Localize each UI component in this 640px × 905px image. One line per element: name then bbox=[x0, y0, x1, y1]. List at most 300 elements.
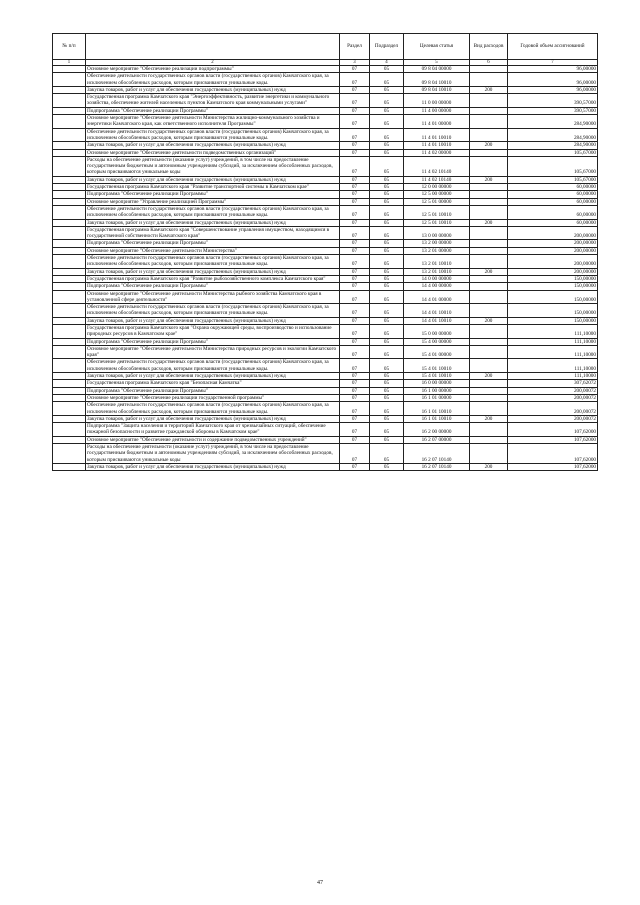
table-row bbox=[53, 283, 598, 290]
row-expense-kind-cell: 200 bbox=[470, 86, 508, 93]
row-section-cell: 07 bbox=[340, 463, 370, 470]
row-number-cell bbox=[53, 402, 86, 416]
row-target-article-cell: 16 2 07 10140 bbox=[404, 463, 470, 470]
row-expense-kind-cell bbox=[470, 304, 508, 318]
row-amount-cell: 111,10000 bbox=[508, 359, 598, 373]
row-number-cell bbox=[53, 380, 86, 387]
row-expense-kind-cell bbox=[470, 338, 508, 345]
column-number: 5 bbox=[404, 60, 470, 66]
row-number-cell bbox=[53, 283, 86, 290]
row-section-cell: 07 bbox=[340, 359, 370, 373]
row-subsection-cell: 05 bbox=[370, 149, 404, 156]
row-amount-cell: 390,57000 bbox=[508, 94, 598, 108]
row-section-cell: 07 bbox=[340, 317, 370, 324]
row-number-cell bbox=[53, 128, 86, 142]
row-number-cell bbox=[53, 73, 86, 87]
row-target-article-cell: 14 4 00 00000 bbox=[404, 283, 470, 290]
row-section-cell: 07 bbox=[340, 247, 370, 254]
table-row bbox=[53, 345, 598, 359]
row-target-article-cell: 14 4 01 10010 bbox=[404, 317, 470, 324]
row-number-cell bbox=[53, 463, 86, 470]
row-amount-cell: 105,67000 bbox=[508, 176, 598, 183]
table-row bbox=[53, 247, 598, 254]
row-number-cell bbox=[53, 198, 86, 205]
row-expense-kind-cell bbox=[470, 184, 508, 191]
row-expense-kind-cell bbox=[470, 156, 508, 176]
row-section-cell: 07 bbox=[340, 283, 370, 290]
row-target-article-cell: 16 2 07 00000 bbox=[404, 436, 470, 443]
row-expense-kind-cell bbox=[470, 436, 508, 443]
table-row bbox=[53, 128, 598, 142]
row-name-cell: Обеспечение деятельности государственных органов власти (государственных органов) Камчатского края, за исключением обособленных расходов, которым присваиваются уникальные коды. bbox=[86, 73, 340, 87]
row-amount-cell: 96,00000 bbox=[508, 73, 598, 87]
row-expense-kind-cell bbox=[470, 324, 508, 338]
row-number-cell bbox=[53, 219, 86, 226]
column-number: 7 bbox=[508, 60, 598, 66]
row-expense-kind-cell bbox=[470, 66, 508, 73]
table-row bbox=[53, 387, 598, 394]
row-amount-cell: 200,00000 bbox=[508, 226, 598, 240]
table-row bbox=[53, 191, 598, 198]
row-target-article-cell: 11 4 01 10010 bbox=[404, 128, 470, 142]
row-target-article-cell: 13 2 01 10010 bbox=[404, 255, 470, 269]
table-row bbox=[53, 359, 598, 373]
row-number-cell bbox=[53, 444, 86, 464]
row-expense-kind-cell bbox=[470, 359, 508, 373]
row-number-cell bbox=[53, 107, 86, 114]
table-row bbox=[53, 317, 598, 324]
row-number-cell bbox=[53, 373, 86, 380]
header-number: № п/п bbox=[53, 34, 86, 60]
row-expense-kind-cell bbox=[470, 107, 508, 114]
row-amount-cell: 60,00000 bbox=[508, 191, 598, 198]
budget-table bbox=[52, 33, 598, 471]
row-subsection-cell: 05 bbox=[370, 463, 404, 470]
row-target-article-cell: 09 8 04 10010 bbox=[404, 73, 470, 87]
row-target-article-cell: 14 0 00 00000 bbox=[404, 275, 470, 282]
row-name-cell: Основное мероприятие "Обеспечение деятельности Министерства" bbox=[86, 247, 340, 254]
column-number: 6 bbox=[470, 60, 508, 66]
row-amount-cell: 111,10000 bbox=[508, 338, 598, 345]
row-section-cell: 07 bbox=[340, 304, 370, 318]
row-target-article-cell: 16 1 01 10010 bbox=[404, 415, 470, 422]
row-subsection-cell: 05 bbox=[370, 373, 404, 380]
row-target-article-cell: 11 4 02 00000 bbox=[404, 149, 470, 156]
row-name-cell: Подпрограмма "Обеспечение реализации Программы" bbox=[86, 191, 340, 198]
row-section-cell: 07 bbox=[340, 345, 370, 359]
row-number-cell bbox=[53, 324, 86, 338]
row-section-cell: 07 bbox=[340, 191, 370, 198]
row-name-cell: Обеспечение деятельности государственных органов власти (государственных органов) Камчатского края, за исключением обособленных расходов, которым присваиваются уникальные коды. bbox=[86, 304, 340, 318]
row-number-cell bbox=[53, 304, 86, 318]
row-amount-cell: 150,00000 bbox=[508, 317, 598, 324]
table-row bbox=[53, 290, 598, 304]
budget-table-container bbox=[52, 33, 597, 471]
row-subsection-cell: 05 bbox=[370, 317, 404, 324]
row-subsection-cell: 05 bbox=[370, 324, 404, 338]
row-target-article-cell: 11 0 00 00000 bbox=[404, 94, 470, 108]
row-target-article-cell: 16 1 00 00000 bbox=[404, 387, 470, 394]
row-section-cell: 07 bbox=[340, 142, 370, 149]
row-target-article-cell: 15 0 00 00000 bbox=[404, 324, 470, 338]
row-name-cell: Основное мероприятие "Обеспечение деятельности подведомственных организаций" bbox=[86, 149, 340, 156]
row-expense-kind-cell bbox=[470, 380, 508, 387]
table-row bbox=[53, 176, 598, 183]
row-subsection-cell: 05 bbox=[370, 205, 404, 219]
table-row bbox=[53, 338, 598, 345]
row-amount-cell: 284,90000 bbox=[508, 142, 598, 149]
row-section-cell: 07 bbox=[340, 275, 370, 282]
table-row bbox=[53, 205, 598, 219]
row-number-cell bbox=[53, 359, 86, 373]
row-number-cell bbox=[53, 268, 86, 275]
row-name-cell: Основное мероприятие "Управление реализацией Программы" bbox=[86, 198, 340, 205]
table-row bbox=[53, 115, 598, 129]
row-section-cell: 07 bbox=[340, 423, 370, 437]
row-subsection-cell: 05 bbox=[370, 444, 404, 464]
row-expense-kind-cell bbox=[470, 444, 508, 464]
row-amount-cell: 105,67000 bbox=[508, 156, 598, 176]
row-amount-cell: 200,00072 bbox=[508, 387, 598, 394]
row-amount-cell: 200,00072 bbox=[508, 415, 598, 422]
row-amount-cell: 60,00000 bbox=[508, 205, 598, 219]
row-target-article-cell: 13 2 01 10010 bbox=[404, 268, 470, 275]
row-name-cell: Подпрограмма "Обеспечение реализации Программы" bbox=[86, 107, 340, 114]
row-target-article-cell: 11 4 02 10140 bbox=[404, 176, 470, 183]
row-name-cell: Государственная программа Камчатского края "Совершенствование управления имуществом, находящимся в государственной собственности Камчатского края" bbox=[86, 226, 340, 240]
table-row bbox=[53, 142, 598, 149]
row-target-article-cell: 12 5 01 10010 bbox=[404, 219, 470, 226]
row-amount-cell: 200,00000 bbox=[508, 255, 598, 269]
row-subsection-cell: 05 bbox=[370, 128, 404, 142]
row-subsection-cell: 05 bbox=[370, 66, 404, 73]
table-row bbox=[53, 436, 598, 443]
row-number-cell bbox=[53, 191, 86, 198]
row-number-cell bbox=[53, 255, 86, 269]
row-number-cell bbox=[53, 423, 86, 437]
row-expense-kind-cell bbox=[470, 387, 508, 394]
row-amount-cell: 107,62000 bbox=[508, 436, 598, 443]
row-subsection-cell: 05 bbox=[370, 107, 404, 114]
row-subsection-cell: 05 bbox=[370, 240, 404, 247]
row-section-cell: 07 bbox=[340, 380, 370, 387]
row-name-cell: Государственная программа Камчатского края "Развитие транспортной системы в Камчатском крае" bbox=[86, 184, 340, 191]
row-name-cell: Государственная программа Камчатского края "Энергоэффективность, развитие энергетики и коммунального хозяйства, обеспечение жителей населенных пунктов Камчатского края коммунальными услугами" bbox=[86, 94, 340, 108]
table-row bbox=[53, 198, 598, 205]
table-row bbox=[53, 415, 598, 422]
row-name-cell: Подпрограмма "Обеспечение реализации Программы" bbox=[86, 387, 340, 394]
table-row bbox=[53, 219, 598, 226]
row-expense-kind-cell bbox=[470, 247, 508, 254]
header-subsection: Подраздел bbox=[370, 34, 404, 60]
row-name-cell: Подпрограмма "Обеспечение реализации Программы" bbox=[86, 283, 340, 290]
row-amount-cell: 96,00000 bbox=[508, 86, 598, 93]
row-section-cell: 07 bbox=[340, 436, 370, 443]
row-amount-cell: 307,62072 bbox=[508, 380, 598, 387]
table-row bbox=[53, 402, 598, 416]
row-target-article-cell: 12 5 01 10010 bbox=[404, 205, 470, 219]
row-subsection-cell: 05 bbox=[370, 423, 404, 437]
header-target-article: Целевая статья bbox=[404, 34, 470, 60]
row-name-cell: Государственная программа Камчатского края "Безопасная Камчатка" bbox=[86, 380, 340, 387]
row-name-cell: Закупка товаров, работ и услуг для обеспечения государственных (муниципальных) нужд bbox=[86, 268, 340, 275]
row-expense-kind-cell bbox=[470, 290, 508, 304]
row-expense-kind-cell bbox=[470, 394, 508, 401]
row-section-cell: 07 bbox=[340, 290, 370, 304]
row-number-cell bbox=[53, 94, 86, 108]
table-row bbox=[53, 304, 598, 318]
row-amount-cell: 107,62000 bbox=[508, 444, 598, 464]
table-row bbox=[53, 324, 598, 338]
row-expense-kind-cell bbox=[470, 73, 508, 87]
row-subsection-cell: 05 bbox=[370, 436, 404, 443]
row-amount-cell: 200,00000 bbox=[508, 268, 598, 275]
row-section-cell: 07 bbox=[340, 415, 370, 422]
row-section-cell: 07 bbox=[340, 94, 370, 108]
row-expense-kind-cell: 200 bbox=[470, 373, 508, 380]
row-expense-kind-cell bbox=[470, 115, 508, 129]
row-number-cell bbox=[53, 205, 86, 219]
row-section-cell: 07 bbox=[340, 402, 370, 416]
row-section-cell: 07 bbox=[340, 156, 370, 176]
row-expense-kind-cell bbox=[470, 423, 508, 437]
header-annual-amount: Годовой объем ассигнований bbox=[508, 34, 598, 60]
row-number-cell bbox=[53, 86, 86, 93]
row-section-cell: 07 bbox=[340, 115, 370, 129]
table-row bbox=[53, 423, 598, 437]
table-row bbox=[53, 268, 598, 275]
row-expense-kind-cell: 200 bbox=[470, 219, 508, 226]
table-row bbox=[53, 255, 598, 269]
row-name-cell: Подпрограмма "Защита населения и территорий Камчатского края от чрезвычайных ситуаций, обеспечение пожарной безопасности и развитие гражданской обороны в Камчатском крае" bbox=[86, 423, 340, 437]
row-section-cell: 07 bbox=[340, 86, 370, 93]
row-name-cell: Обеспечение деятельности государственных органов власти (государственных органов) Камчатского края, за исключением обособленных расходов, которым присваиваются уникальные коды. bbox=[86, 128, 340, 142]
row-subsection-cell: 05 bbox=[370, 226, 404, 240]
table-row bbox=[53, 107, 598, 114]
row-section-cell: 07 bbox=[340, 240, 370, 247]
row-target-article-cell: 11 4 01 00000 bbox=[404, 115, 470, 129]
row-name-cell: Основное мероприятие "Обеспечение деятельности Министерства жилищно-коммунального хозяйства и энергетики Камчатского края, как ответственного исполнителя Программы" bbox=[86, 115, 340, 129]
row-name-cell: Подпрограмма "Обеспечение реализации Программы" bbox=[86, 338, 340, 345]
column-number: 1 bbox=[53, 60, 86, 66]
header-section: Раздел bbox=[340, 34, 370, 60]
row-subsection-cell: 05 bbox=[370, 255, 404, 269]
row-expense-kind-cell bbox=[470, 205, 508, 219]
row-target-article-cell: 16 0 00 00000 bbox=[404, 380, 470, 387]
row-target-article-cell: 13 2 01 00000 bbox=[404, 247, 470, 254]
row-amount-cell: 284,90000 bbox=[508, 115, 598, 129]
row-number-cell bbox=[53, 394, 86, 401]
row-name-cell: Основное мероприятие "Обеспечение деятельности Министерства природных ресурсов и экологии Камчатского края" bbox=[86, 345, 340, 359]
row-section-cell: 07 bbox=[340, 338, 370, 345]
row-amount-cell: 107,62000 bbox=[508, 463, 598, 470]
row-target-article-cell: 09 8 04 00000 bbox=[404, 66, 470, 73]
row-expense-kind-cell: 200 bbox=[470, 317, 508, 324]
row-amount-cell: 111,10000 bbox=[508, 373, 598, 380]
row-subsection-cell: 05 bbox=[370, 345, 404, 359]
row-amount-cell: 200,00072 bbox=[508, 402, 598, 416]
row-subsection-cell: 05 bbox=[370, 247, 404, 254]
row-amount-cell: 284,90000 bbox=[508, 128, 598, 142]
row-amount-cell: 200,00072 bbox=[508, 394, 598, 401]
row-target-article-cell: 15 4 01 10010 bbox=[404, 373, 470, 380]
row-expense-kind-cell: 200 bbox=[470, 463, 508, 470]
table-row bbox=[53, 226, 598, 240]
row-amount-cell: 150,00000 bbox=[508, 283, 598, 290]
row-target-article-cell: 11 4 00 00000 bbox=[404, 107, 470, 114]
row-amount-cell: 105,67000 bbox=[508, 149, 598, 156]
row-expense-kind-cell bbox=[470, 275, 508, 282]
row-amount-cell: 60,00000 bbox=[508, 184, 598, 191]
row-section-cell: 07 bbox=[340, 394, 370, 401]
row-section-cell: 07 bbox=[340, 205, 370, 219]
table-row bbox=[53, 275, 598, 282]
row-section-cell: 07 bbox=[340, 149, 370, 156]
row-number-cell bbox=[53, 415, 86, 422]
row-name-cell: Закупка товаров, работ и услуг для обеспечения государственных (муниципальных) нужд bbox=[86, 219, 340, 226]
row-number-cell bbox=[53, 240, 86, 247]
row-number-cell bbox=[53, 115, 86, 129]
row-target-article-cell: 15 4 00 00000 bbox=[404, 338, 470, 345]
row-subsection-cell: 05 bbox=[370, 219, 404, 226]
row-section-cell: 07 bbox=[340, 73, 370, 87]
row-amount-cell: 150,00000 bbox=[508, 290, 598, 304]
row-expense-kind-cell bbox=[470, 255, 508, 269]
table-row bbox=[53, 184, 598, 191]
row-name-cell: Закупка товаров, работ и услуг для обеспечения государственных (муниципальных) нужд bbox=[86, 415, 340, 422]
row-name-cell: Закупка товаров, работ и услуг для обеспечения государственных (муниципальных) нужд bbox=[86, 176, 340, 183]
row-target-article-cell: 16 2 07 10140 bbox=[404, 444, 470, 464]
row-expense-kind-cell bbox=[470, 94, 508, 108]
row-section-cell: 07 bbox=[340, 255, 370, 269]
row-subsection-cell: 05 bbox=[370, 86, 404, 93]
row-target-article-cell: 11 4 01 10010 bbox=[404, 142, 470, 149]
row-section-cell: 07 bbox=[340, 107, 370, 114]
row-amount-cell: 200,00000 bbox=[508, 247, 598, 254]
row-subsection-cell: 05 bbox=[370, 290, 404, 304]
row-expense-kind-cell bbox=[470, 198, 508, 205]
row-subsection-cell: 05 bbox=[370, 415, 404, 422]
table-row bbox=[53, 66, 598, 73]
row-target-article-cell: 15 4 01 00000 bbox=[404, 345, 470, 359]
row-subsection-cell: 05 bbox=[370, 283, 404, 290]
row-amount-cell: 60,00000 bbox=[508, 198, 598, 205]
row-number-cell bbox=[53, 345, 86, 359]
row-target-article-cell: 14 4 01 00000 bbox=[404, 290, 470, 304]
row-section-cell: 07 bbox=[340, 324, 370, 338]
row-name-cell: Обеспечение деятельности государственных органов власти (государственных органов) Камчатского края, за исключением обособленных расходов, которым присваиваются уникальные коды. bbox=[86, 359, 340, 373]
row-expense-kind-cell bbox=[470, 240, 508, 247]
row-section-cell: 07 bbox=[340, 198, 370, 205]
table-row bbox=[53, 86, 598, 93]
row-subsection-cell: 05 bbox=[370, 402, 404, 416]
row-section-cell: 07 bbox=[340, 444, 370, 464]
row-number-cell bbox=[53, 142, 86, 149]
row-expense-kind-cell bbox=[470, 226, 508, 240]
row-subsection-cell: 05 bbox=[370, 394, 404, 401]
table-row bbox=[53, 463, 598, 470]
row-target-article-cell: 16 1 01 00000 bbox=[404, 394, 470, 401]
row-name-cell: Подпрограмма "Обеспечение реализации Программы" bbox=[86, 240, 340, 247]
row-expense-kind-cell: 200 bbox=[470, 268, 508, 275]
row-subsection-cell: 05 bbox=[370, 359, 404, 373]
page-number: 47 bbox=[317, 880, 323, 886]
row-number-cell bbox=[53, 338, 86, 345]
header-expense-kind: Вид расходов bbox=[470, 34, 508, 60]
row-target-article-cell: 12 5 00 00000 bbox=[404, 191, 470, 198]
table-row bbox=[53, 444, 598, 464]
column-number: 2 bbox=[86, 60, 340, 66]
row-target-article-cell: 16 1 01 10010 bbox=[404, 402, 470, 416]
row-target-article-cell: 12 0 00 00000 bbox=[404, 184, 470, 191]
row-subsection-cell: 05 bbox=[370, 387, 404, 394]
row-target-article-cell: 11 4 02 10140 bbox=[404, 156, 470, 176]
row-name-cell: Обеспечение деятельности государственных органов власти (государственных органов) Камчатского края, за исключением обособленных расходов, которым присваиваются уникальные коды. bbox=[86, 205, 340, 219]
row-number-cell bbox=[53, 247, 86, 254]
row-name-cell: Закупка товаров, работ и услуг для обеспечения государственных (муниципальных) нужд bbox=[86, 317, 340, 324]
row-amount-cell: 111,10000 bbox=[508, 345, 598, 359]
row-expense-kind-cell: 200 bbox=[470, 176, 508, 183]
row-amount-cell: 200,00000 bbox=[508, 240, 598, 247]
row-subsection-cell: 05 bbox=[370, 142, 404, 149]
column-number: 4 bbox=[370, 60, 404, 66]
row-expense-kind-cell bbox=[470, 128, 508, 142]
row-number-cell bbox=[53, 66, 86, 73]
row-name-cell: Закупка товаров, работ и услуг для обеспечения государственных (муниципальных) нужд bbox=[86, 373, 340, 380]
row-target-article-cell: 15 4 01 10010 bbox=[404, 359, 470, 373]
row-number-cell bbox=[53, 156, 86, 176]
row-amount-cell: 107,62000 bbox=[508, 423, 598, 437]
table-row bbox=[53, 240, 598, 247]
row-section-cell: 07 bbox=[340, 176, 370, 183]
row-subsection-cell: 05 bbox=[370, 115, 404, 129]
row-section-cell: 07 bbox=[340, 128, 370, 142]
row-amount-cell: 96,00000 bbox=[508, 66, 598, 73]
row-subsection-cell: 05 bbox=[370, 380, 404, 387]
row-name-cell: Расходы на обеспечение деятельности (оказание услуг) учреждений, в том числе на предоставление государственным бюджетным и автономным учреждениям субсидий, за исключением обособленных расходов, которым присваиваются уникальные коды bbox=[86, 444, 340, 464]
row-expense-kind-cell: 200 bbox=[470, 415, 508, 422]
row-subsection-cell: 05 bbox=[370, 176, 404, 183]
row-name-cell: Расходы на обеспечение деятельности (оказание услуг) учреждений, в том числе на предоставление государственным бюджетным и автономным учреждениям субсидий, за исключением обособленных расходов, которым присваиваются уникальные коды bbox=[86, 156, 340, 176]
row-name-cell: Закупка товаров, работ и услуг для обеспечения государственных (муниципальных) нужд bbox=[86, 86, 340, 93]
table-row bbox=[53, 149, 598, 156]
row-subsection-cell: 05 bbox=[370, 156, 404, 176]
row-amount-cell: 150,00000 bbox=[508, 304, 598, 318]
row-name-cell: Основное мероприятие "Обеспечение реализации государственной программы" bbox=[86, 394, 340, 401]
row-number-cell bbox=[53, 387, 86, 394]
row-amount-cell: 390,57000 bbox=[508, 107, 598, 114]
row-subsection-cell: 05 bbox=[370, 338, 404, 345]
row-section-cell: 07 bbox=[340, 226, 370, 240]
row-number-cell bbox=[53, 317, 86, 324]
row-target-article-cell: 14 4 01 10010 bbox=[404, 304, 470, 318]
row-expense-kind-cell bbox=[470, 283, 508, 290]
row-subsection-cell: 05 bbox=[370, 184, 404, 191]
row-expense-kind-cell bbox=[470, 402, 508, 416]
row-number-cell bbox=[53, 226, 86, 240]
table-row bbox=[53, 373, 598, 380]
row-number-cell bbox=[53, 176, 86, 183]
row-target-article-cell: 13 0 00 00000 bbox=[404, 226, 470, 240]
row-subsection-cell: 05 bbox=[370, 268, 404, 275]
row-section-cell: 07 bbox=[340, 219, 370, 226]
row-number-cell bbox=[53, 275, 86, 282]
row-name-cell: Основное мероприятие "Обеспечение деятельности и содержание подведомственных учреждений" bbox=[86, 436, 340, 443]
row-subsection-cell: 05 bbox=[370, 191, 404, 198]
column-number: 3 bbox=[340, 60, 370, 66]
row-subsection-cell: 05 bbox=[370, 275, 404, 282]
row-section-cell: 07 bbox=[340, 268, 370, 275]
